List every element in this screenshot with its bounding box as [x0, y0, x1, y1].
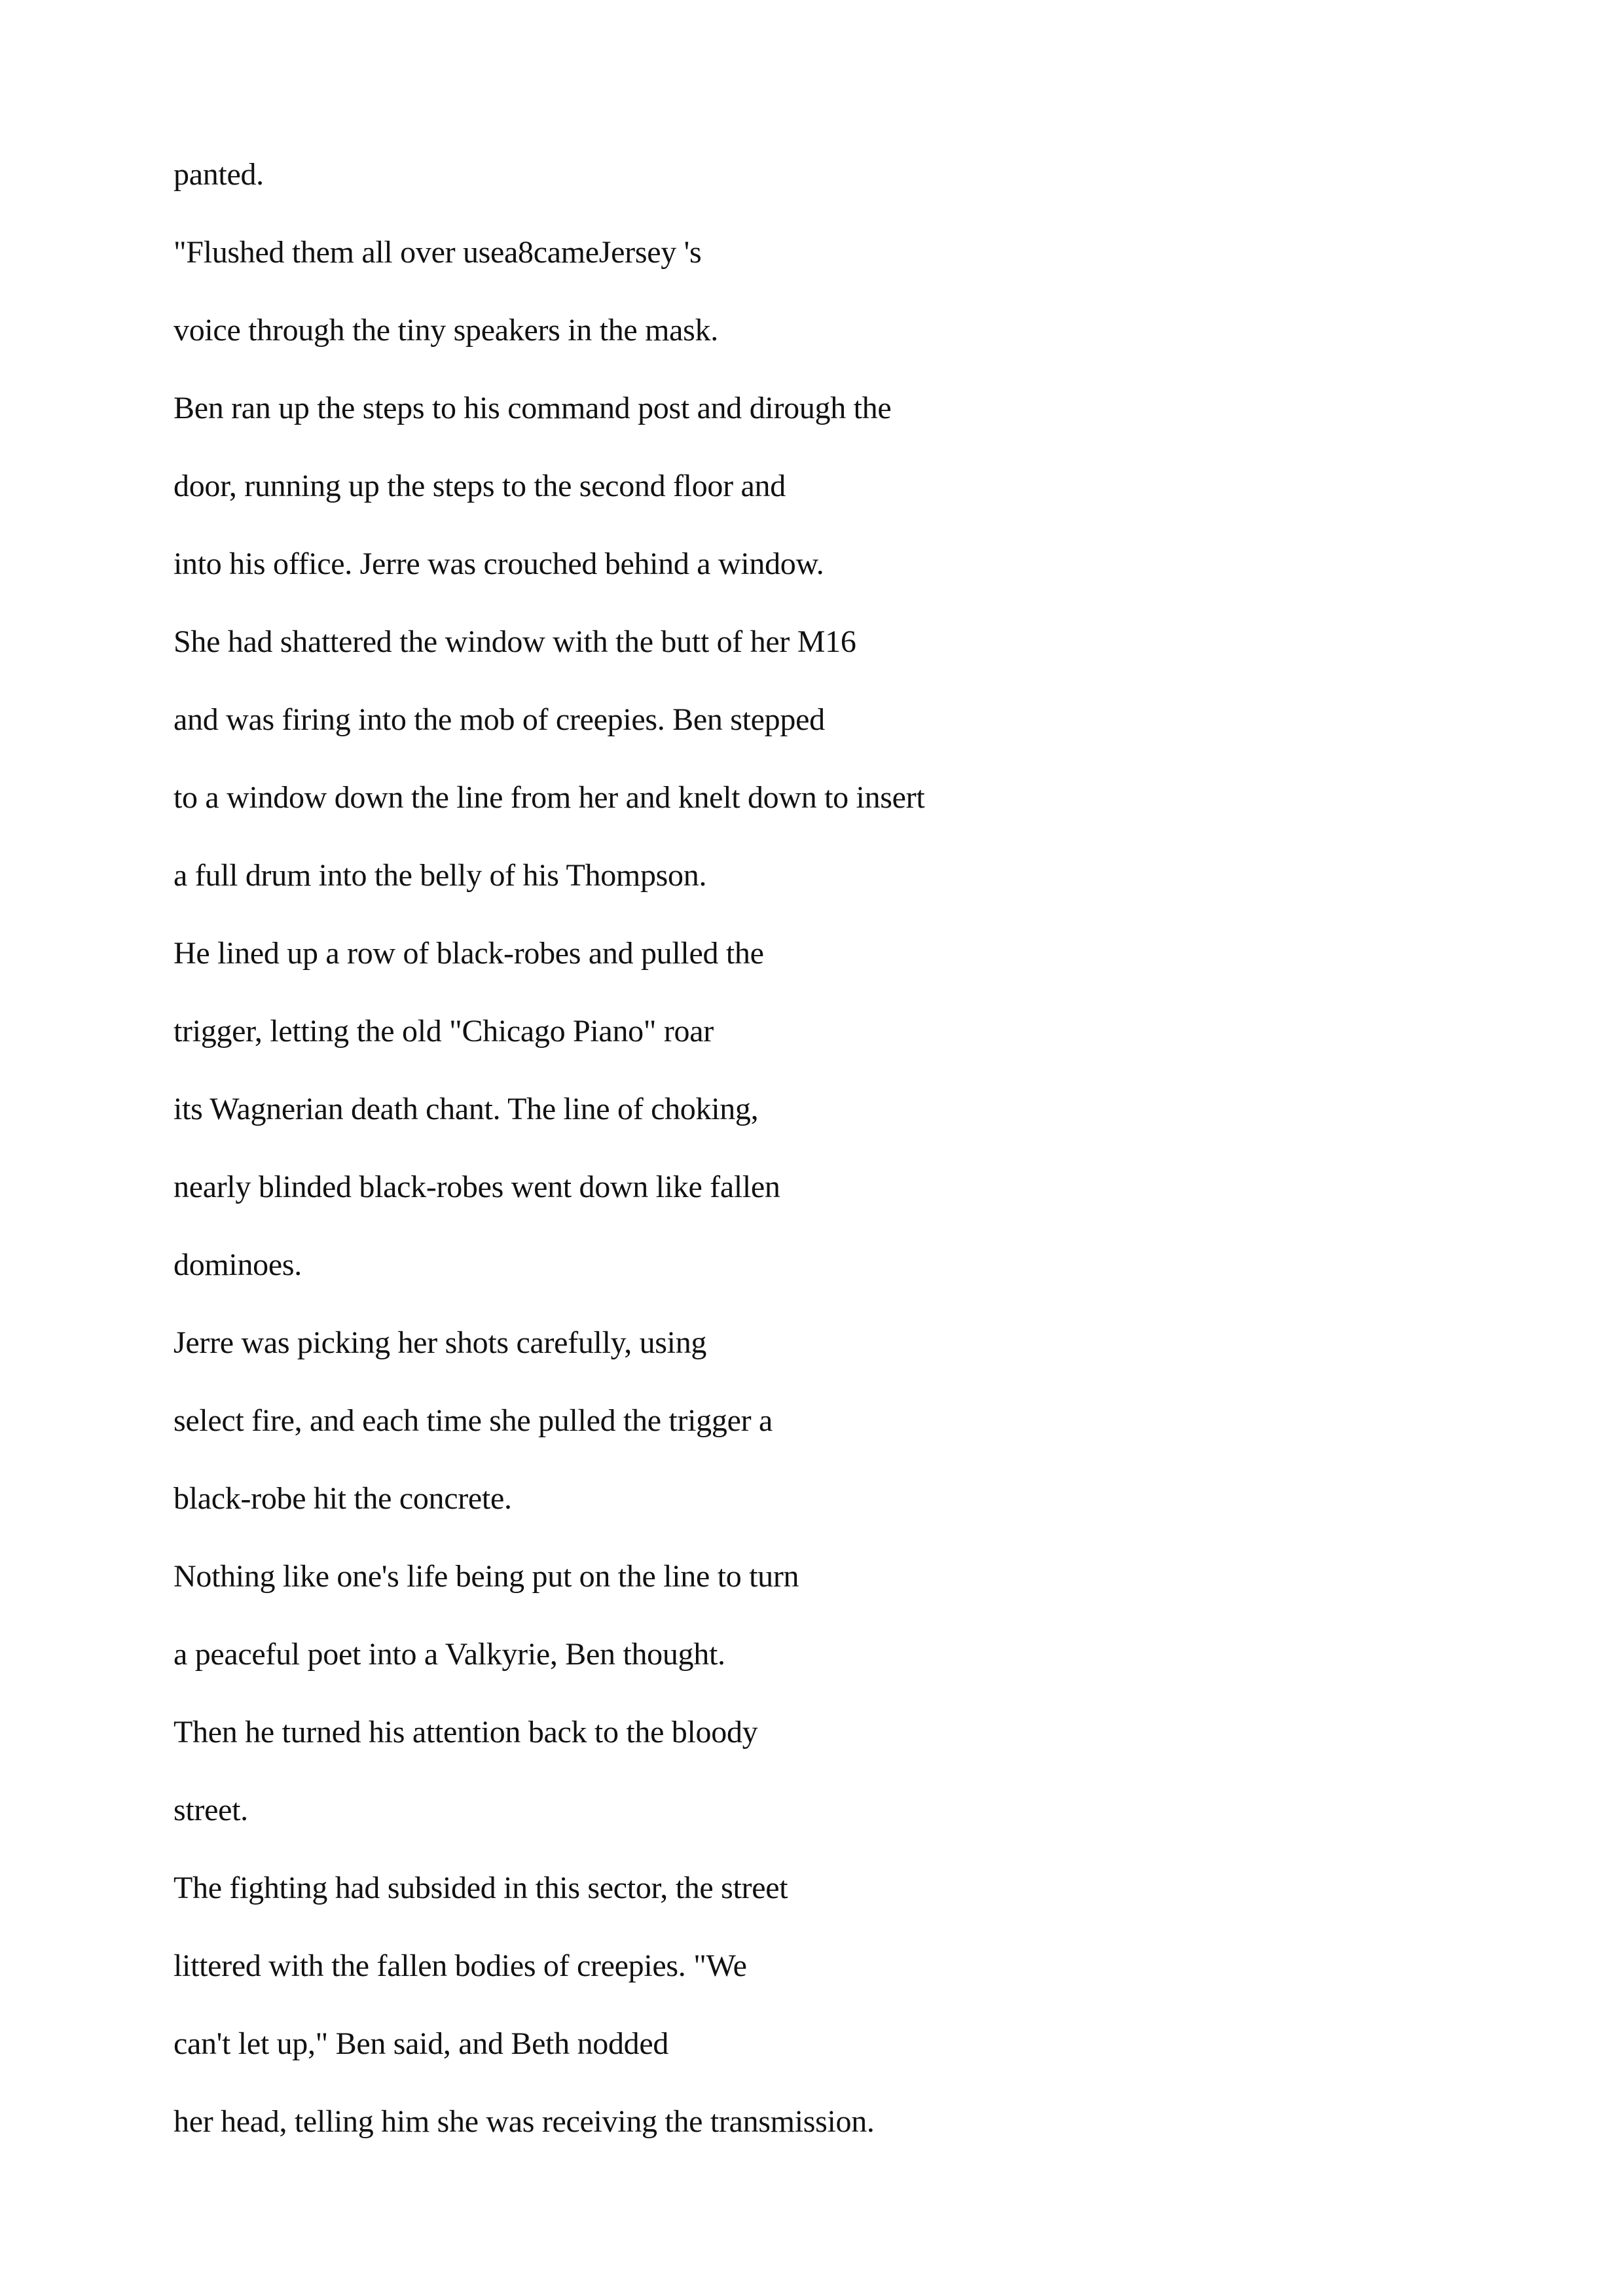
text-line-1: panted.: [173, 157, 264, 192]
text-line-24: littered with the fallen bodies of creepies. "We: [173, 1948, 747, 1983]
text-line-6: into his office. Jerre was crouched behind a window.: [173, 547, 824, 581]
text-line-9: to a window down the line from her and knelt down to insert: [173, 780, 925, 815]
text-line-22: street.: [173, 1793, 248, 1827]
text-line-11: He lined up a row of black-robes and pulled the: [173, 936, 764, 971]
text-line-23: The fighting had subsided in this sector, the street: [173, 1871, 788, 1905]
text-line-19: Nothing like one's life being put on the line to turn: [173, 1559, 799, 1594]
text-line-26: her head, telling him she was receiving the transmission.: [173, 2104, 875, 2139]
text-line-8: and was firing into the mob of creepies. Ben stepped: [173, 702, 825, 737]
text-line-16: Jerre was picking her shots carefully, using: [173, 1325, 707, 1360]
text-line-2: "Flushed them all over usea8cameJersey 's: [173, 235, 702, 270]
text-line-25: can't let up," Ben said, and Beth nodded: [173, 2026, 669, 2061]
text-line-3: voice through the tiny speakers in the mask.: [173, 313, 718, 348]
text-line-15: dominoes.: [173, 1247, 302, 1282]
text-line-5: door, running up the steps to the second floor and: [173, 469, 786, 503]
text-line-13: its Wagnerian death chant. The line of choking,: [173, 1092, 759, 1126]
text-line-21: Then he turned his attention back to the bloody: [173, 1715, 758, 1749]
text-line-4: Ben ran up the steps to his command post and dirough the: [173, 391, 892, 425]
text-line-7: She had shattered the window with the butt of her M16: [173, 624, 856, 659]
text-line-10: a full drum into the belly of his Thompson.: [173, 858, 707, 893]
text-line-17: select fire, and each time she pulled the trigger a: [173, 1403, 773, 1438]
text-line-14: nearly blinded black-robes went down like fallen: [173, 1170, 780, 1204]
text-line-18: black-robe hit the concrete.: [173, 1481, 512, 1516]
text-body: [173, 149, 1483, 2174]
text-line-12: trigger, letting the old "Chicago Piano" roar: [173, 1014, 714, 1049]
text-line-20: a peaceful poet into a Valkyrie, Ben thought.: [173, 1637, 725, 1672]
